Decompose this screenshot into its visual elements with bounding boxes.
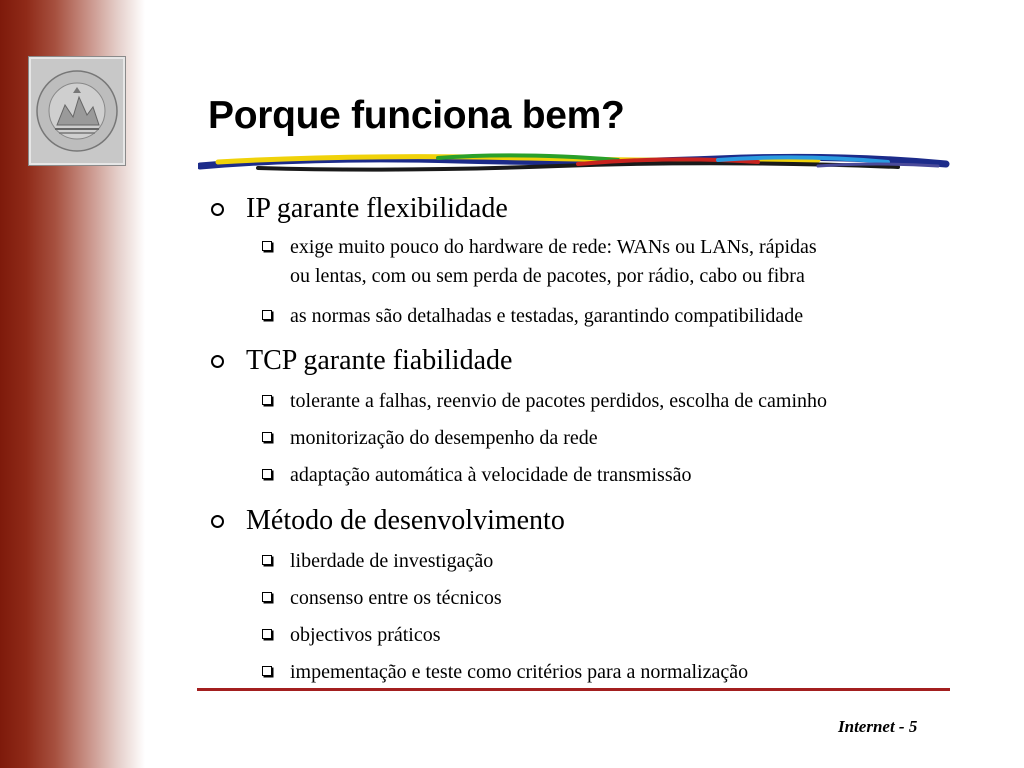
list-item: impementação e teste como critérios para a normalização bbox=[290, 661, 749, 683]
section-heading: Método de desenvolvimento bbox=[246, 505, 565, 536]
section-bullet-icon bbox=[211, 355, 224, 368]
checkbox-bullet-icon bbox=[262, 395, 272, 405]
checkbox-bullet-icon bbox=[262, 310, 272, 320]
list-item: consenso entre os técnicos bbox=[290, 587, 502, 609]
list-item: liberdade de investigação bbox=[290, 550, 494, 572]
checkbox-bullet-icon bbox=[262, 666, 272, 676]
section-bullet-icon bbox=[211, 515, 224, 528]
list-item-continuation: ou lentas, com ou sem perda de pacotes, por rádio, cabo ou fibra bbox=[290, 265, 805, 287]
list-item: objectivos práticos bbox=[290, 624, 441, 646]
checkbox-bullet-icon bbox=[262, 432, 272, 442]
checkbox-bullet-icon bbox=[262, 241, 272, 251]
footer-divider bbox=[197, 688, 950, 691]
checkbox-bullet-icon bbox=[262, 629, 272, 639]
list-item: tolerante a falhas, reenvio de pacotes perdidos, escolha de caminho bbox=[290, 390, 828, 412]
slide-title: Porque funciona bem? bbox=[208, 94, 625, 137]
section-bullet-icon bbox=[211, 203, 224, 216]
checkbox-bullet-icon bbox=[262, 555, 272, 565]
checkbox-bullet-icon bbox=[262, 592, 272, 602]
slide-footer: Internet - 5 bbox=[838, 717, 918, 736]
section-heading: TCP garante fiabilidade bbox=[246, 345, 513, 376]
list-item: adaptação automática à velocidade de transmissão bbox=[290, 464, 692, 486]
section-heading: IP garante flexibilidade bbox=[246, 193, 508, 224]
list-item: as normas são detalhadas e testadas, garantindo compatibilidade bbox=[290, 305, 804, 327]
list-item: exige muito pouco do hardware de rede: WANs ou LANs, rápidas bbox=[290, 236, 817, 258]
list-item: monitorização do desempenho da rede bbox=[290, 427, 598, 449]
checkbox-bullet-icon bbox=[262, 469, 272, 479]
